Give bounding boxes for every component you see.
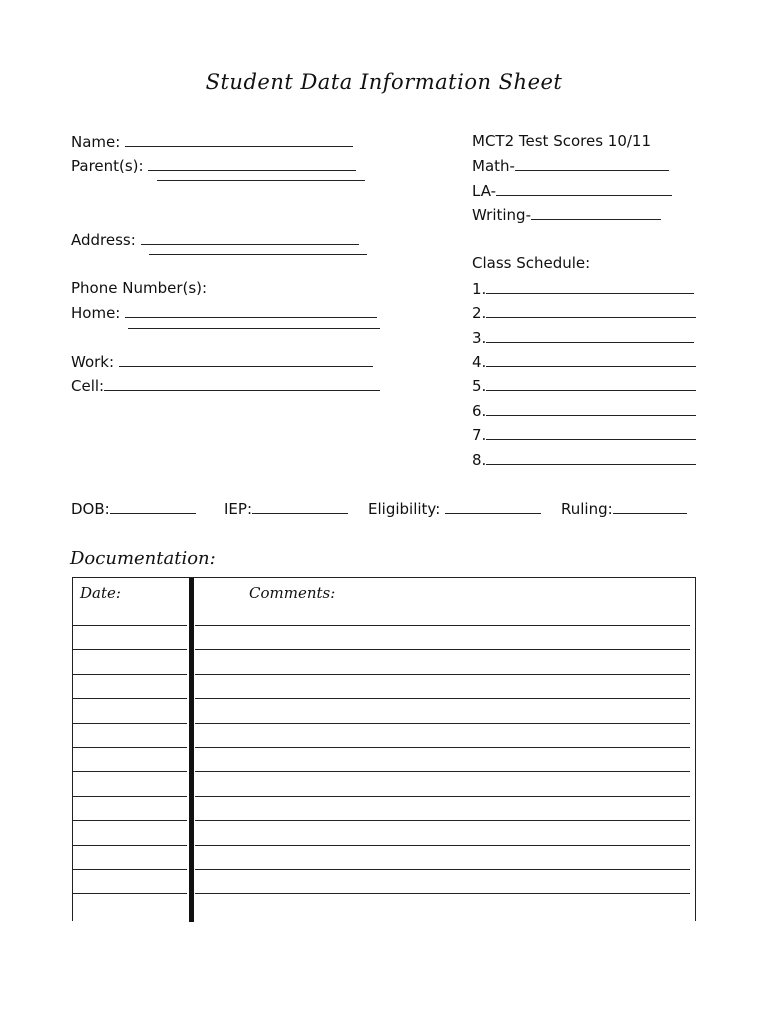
parents-label: Parent(s): — [71, 157, 144, 175]
parents-blank-2[interactable] — [157, 180, 365, 181]
date-row-line[interactable] — [73, 893, 187, 894]
work-label: Work: — [71, 353, 115, 371]
ruling-blank[interactable] — [613, 499, 687, 514]
date-row-line[interactable] — [73, 625, 187, 626]
date-row-line[interactable] — [73, 845, 187, 846]
writing-label: Writing- — [472, 206, 531, 224]
period-blank[interactable] — [486, 450, 696, 465]
schedule-period[interactable] — [472, 279, 694, 298]
date-row-line[interactable] — [73, 771, 187, 772]
iep-field[interactable] — [224, 499, 348, 518]
comment-row-line[interactable] — [195, 649, 690, 650]
iep-blank[interactable] — [252, 499, 348, 514]
documentation-table — [72, 577, 696, 921]
cell-blank[interactable] — [104, 376, 380, 391]
date-row-line[interactable] — [73, 698, 187, 699]
eligibility-field[interactable] — [368, 499, 541, 518]
writing-blank[interactable] — [531, 205, 661, 220]
eligibility-blank[interactable] — [445, 499, 541, 514]
home-blank[interactable] — [125, 303, 377, 318]
comment-row-line[interactable] — [195, 698, 690, 699]
cell-field[interactable] — [71, 376, 380, 395]
schedule-period[interactable] — [472, 376, 696, 395]
schedule-period[interactable] — [472, 425, 696, 444]
dob-label: DOB: — [71, 500, 110, 518]
comment-row-line[interactable] — [195, 771, 690, 772]
period-number: 8. — [472, 451, 487, 469]
parents-blank[interactable] — [148, 156, 356, 171]
period-number: 6. — [472, 402, 487, 420]
date-row-line[interactable] — [73, 649, 187, 650]
la-blank[interactable] — [496, 181, 672, 196]
schedule-period[interactable] — [472, 303, 696, 322]
comments-header: Comments: — [249, 584, 336, 602]
documentation-title: Documentation: — [70, 548, 216, 569]
period-blank[interactable] — [486, 352, 696, 367]
period-number: 4. — [472, 353, 487, 371]
column-divider — [189, 578, 194, 922]
schedule-title: Class Schedule: — [472, 254, 591, 272]
comment-row-line[interactable] — [195, 723, 690, 724]
period-number: 2. — [472, 304, 487, 322]
eligibility-label: Eligibility: — [368, 500, 441, 518]
home-blank-2[interactable] — [128, 328, 380, 329]
name-label: Name: — [71, 133, 121, 151]
phone-label: Phone Number(s): — [71, 279, 208, 297]
work-field[interactable] — [71, 352, 373, 371]
period-number: 7. — [472, 426, 487, 444]
comment-row-line[interactable] — [195, 820, 690, 821]
date-row-line[interactable] — [73, 747, 187, 748]
date-row-line[interactable] — [73, 869, 187, 870]
period-blank[interactable] — [486, 376, 696, 391]
home-label: Home: — [71, 304, 121, 322]
address-field[interactable] — [71, 230, 359, 249]
comment-row-line[interactable] — [195, 893, 690, 894]
iep-label: IEP: — [224, 500, 253, 518]
scores-title: MCT2 Test Scores 10/11 — [472, 132, 652, 150]
math-field[interactable] — [472, 156, 669, 175]
period-blank[interactable] — [486, 303, 696, 318]
comment-row-line[interactable] — [195, 674, 690, 675]
cell-label: Cell: — [71, 377, 105, 395]
ruling-label: Ruling: — [561, 500, 613, 518]
date-row-line[interactable] — [73, 674, 187, 675]
math-label: Math- — [472, 157, 515, 175]
schedule-period[interactable] — [472, 401, 696, 420]
period-number: 5. — [472, 377, 487, 395]
date-row-line[interactable] — [73, 796, 187, 797]
writing-field[interactable] — [472, 205, 661, 224]
comment-row-line[interactable] — [195, 869, 690, 870]
period-blank[interactable] — [486, 279, 694, 294]
dob-blank[interactable] — [110, 499, 196, 514]
schedule-period[interactable] — [472, 328, 694, 347]
date-row-line[interactable] — [73, 820, 187, 821]
dob-field[interactable] — [71, 499, 196, 518]
address-blank[interactable] — [141, 230, 359, 245]
schedule-period[interactable] — [472, 352, 696, 371]
la-label: LA- — [472, 182, 497, 200]
period-number: 3. — [472, 329, 487, 347]
date-header: Date: — [80, 584, 121, 602]
period-blank[interactable] — [486, 328, 694, 343]
name-field[interactable] — [71, 132, 353, 151]
period-blank[interactable] — [486, 401, 696, 416]
comment-row-line[interactable] — [195, 796, 690, 797]
address-label: Address: — [71, 231, 136, 249]
page-title: Student Data Information Sheet — [205, 70, 563, 94]
date-row-line[interactable] — [73, 723, 187, 724]
comment-row-line[interactable] — [195, 845, 690, 846]
work-blank[interactable] — [119, 352, 373, 367]
home-field[interactable] — [71, 303, 377, 322]
schedule-period[interactable] — [472, 450, 696, 469]
comment-row-line[interactable] — [195, 747, 690, 748]
comment-row-line[interactable] — [195, 625, 690, 626]
math-blank[interactable] — [515, 156, 669, 171]
period-blank[interactable] — [486, 425, 696, 440]
ruling-field[interactable] — [561, 499, 687, 518]
period-number: 1. — [472, 280, 487, 298]
name-blank[interactable] — [125, 132, 353, 147]
parents-field[interactable] — [71, 156, 356, 175]
address-blank-2[interactable] — [149, 254, 367, 255]
la-field[interactable] — [472, 181, 672, 200]
